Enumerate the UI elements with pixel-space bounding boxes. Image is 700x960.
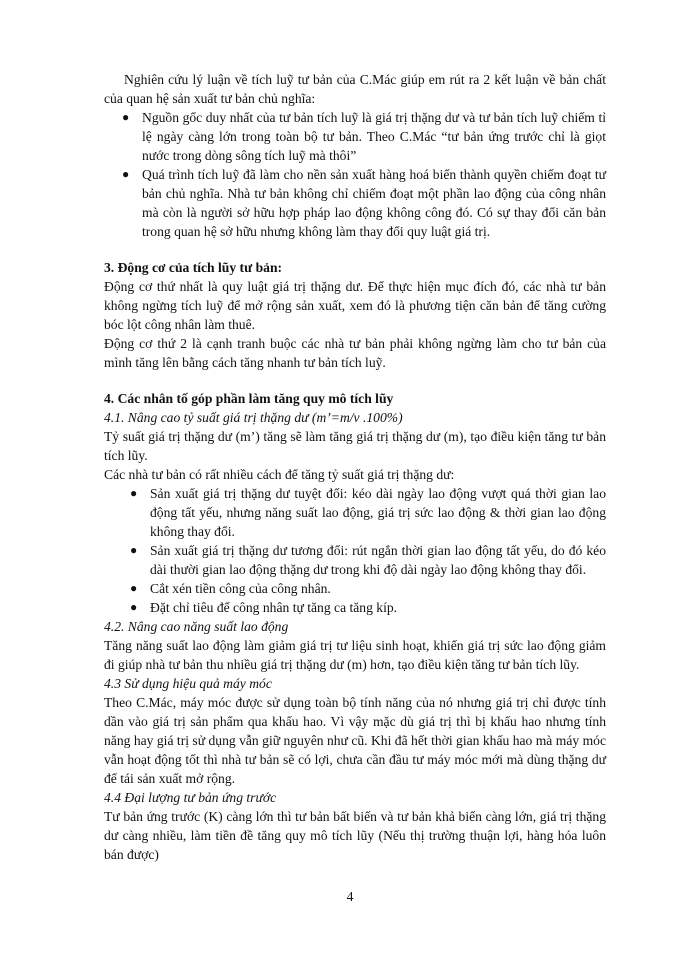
bullet-icon: ● xyxy=(130,581,138,595)
bullet-icon: ● xyxy=(130,486,138,500)
subsection-4-2-title: 4.2. Nâng cao năng suất lao động xyxy=(104,619,289,634)
section-3-paragraph-1: Động cơ thứ nhất là quy luật giá trị thặng dư. Để thực hiện mục đích đó, các nhà tư bản không ngừng tích luỹ để mở rộng sản xuất, xem đó là phương tiện căn bản để tăng cường bóc lột công nhân làm thuê. xyxy=(104,279,606,332)
subsection-4-1-paragraph-2: Các nhà tư bản có rất nhiều cách để tăng tỷ suất giá trị thặng dư: xyxy=(104,467,455,482)
subsection-4-1-title: 4.1. Nâng cao tỷ suất giá trị thặng dư (m’=m/v .100%) xyxy=(104,410,403,425)
subsection-4-4-paragraph: Tư bản ứng trước (K) càng lớn thì tư bản bất biến và tư bản khả biến càng lớn, giá trị thặng dư càng nhiều, làm tiền đề tăng quy mô tích lũy (Nếu thị trường thuận lợi, hàng hóa luôn bán được) xyxy=(104,809,606,862)
section-3-paragraph-2: Động cơ thứ 2 là cạnh tranh buộc các nhà tư bản phải không ngừng làm cho tư bản của mình tăng lên bằng cách tăng nhanh tư bản tích luỹ. xyxy=(104,336,606,370)
subsection-4-2-paragraph: Tăng năng suất lao động làm giảm giá trị tư liệu sinh hoạt, khiến giá trị sức lao động giảm đi giúp nhà tư bản thu nhiều giá trị thặng dư (m) hơn, tạo điều kiện tăng tư bản tích lũy. xyxy=(104,638,606,672)
list-item: ● Nguồn gốc duy nhất của tư bản tích luỹ là giá trị thặng dư và tư bản tích luỹ chiếm tỉ lệ ngày càng lớn trong toàn bộ tư bản. Theo C.Mác “tư bản ứng trước chỉ là giọt nước trong dòng sông tích luỹ mà thôi” xyxy=(122,110,606,163)
list-item: ● Quá trình tích luỹ đã làm cho nền sản xuất hàng hoá biến thành quyền chiếm đoạt tư bản chủ nghĩa. Nhà tư bản không chỉ chiếm đoạt một phần lao động của công nhân mà còn là người sở hữu hợp pháp lao động không công đó. Có sự thay đổi căn bản trong quan hệ sở hữu nhưng không làm thay đổi quy luật giá trị. xyxy=(122,167,606,239)
bullet-icon: ● xyxy=(122,110,130,124)
subsection-4-3-title: 4.3 Sử dụng hiệu quả máy móc xyxy=(104,676,272,691)
list-item: ● Sản xuất giá trị thặng dư tương đối: rút ngắn thời gian lao động tất yếu, do đó kéo dài thười gian lao động thặng dư trong khi độ dài ngày lao động không thay đổi. xyxy=(130,543,606,577)
page-number: 4 xyxy=(346,889,354,904)
intro-bullet-list xyxy=(122,108,606,241)
intro-paragraph: Nghiên cứu lý luận về tích luỹ tư bản của C.Mác giúp em rút ra 2 kết luận về bản chất của quan hệ sản xuất tư bản chủ nghĩa: xyxy=(104,72,606,106)
bullet-icon: ● xyxy=(130,600,138,614)
list-item: ● Cắt xén tiền công của công nhân. xyxy=(130,581,331,596)
section-3-heading: 3. Động cơ của tích lũy tư bản: xyxy=(104,260,283,275)
section-4-heading: 4. Các nhân tố góp phần làm tăng quy mô tích lũy xyxy=(104,391,394,406)
bullet-icon: ● xyxy=(130,543,138,557)
list-item: ● Đặt chỉ tiêu để công nhân tự tăng ca tăng kíp. xyxy=(130,600,398,615)
subsection-4-3-paragraph: Theo C.Mác, máy móc được sử dụng toàn bộ tính năng của nó nhưng giá trị chỉ được tính dần vào giá trị sản phẩm qua khấu hao. Vì vậy mặc dù giá trị thì bị khấu hao nhưng tính năng hay giá trị sử dụng vẫn giữ nguyên như cũ. Khi đã hết thời gian khấu hao mà máy móc vẫn hoạt động tốt thì nhà tư bản sẽ có lợi, chưa cần đầu tư máy móc mới mà dùng thặng dư để tái sản xuất mở rộng. xyxy=(104,695,606,786)
subsection-4-1-bullet-list xyxy=(130,484,606,617)
list-item: ● Sản xuất giá trị thặng dư tuyệt đối: kéo dài ngày lao động vượt quá thời gian lao động tất yếu, nhưng năng suất lao động, giá trị sức lao động & thời gian lao động không thay đổi. xyxy=(130,486,606,539)
subsection-4-4-title: 4.4 Đại lượng tư bản ứng trước xyxy=(104,790,277,805)
bullet-icon: ● xyxy=(122,167,130,181)
subsection-4-1-paragraph-1: Tỷ suất giá trị thặng dư (m’) tăng sẽ làm tăng giá trị thặng dư (m), tạo điều kiện tăng tư bản tích lũy. xyxy=(104,429,606,463)
